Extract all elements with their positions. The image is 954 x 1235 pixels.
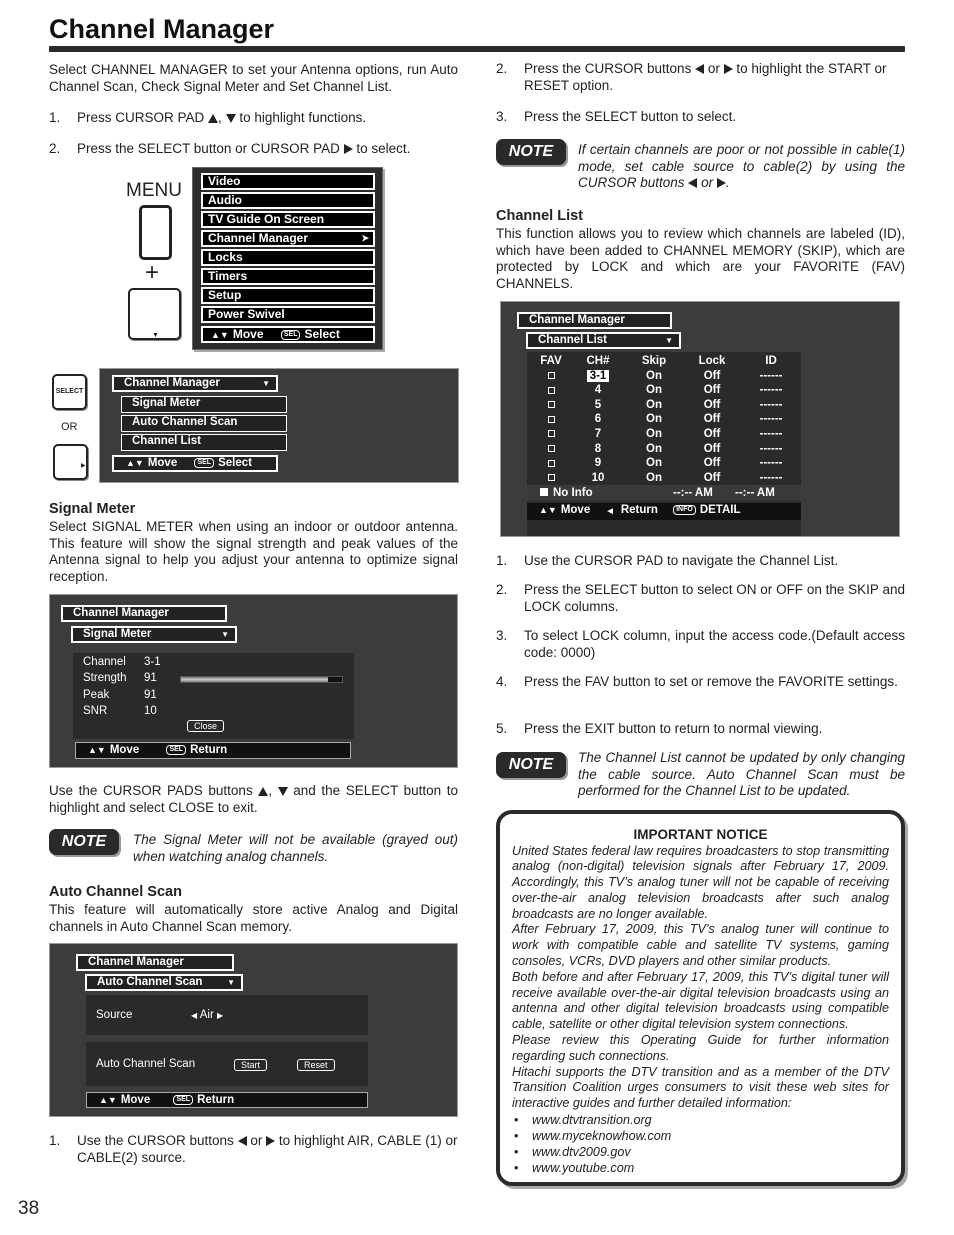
cursor-pad-icon xyxy=(128,288,181,340)
as-scan-panel xyxy=(86,1042,368,1086)
up-down-arrow-icon: ▲▼ xyxy=(539,505,557,515)
dropdown-arrow-icon: ▼ xyxy=(221,630,229,639)
notice-link[interactable]: • www.dtv2009.gov xyxy=(514,1144,901,1160)
table-row[interactable] xyxy=(529,442,803,457)
signal-row-value: 3-1 xyxy=(144,656,161,668)
checkbox-icon xyxy=(548,401,555,408)
id-cell: ------ xyxy=(759,369,783,382)
channel-number-text: 4 xyxy=(594,384,602,397)
menu-item-audio[interactable]: Audio xyxy=(201,192,375,209)
time-end: --:-- AM xyxy=(735,487,775,499)
up-down-arrow-icon: ▲▼ xyxy=(99,1095,117,1105)
lock-cell[interactable]: Off xyxy=(703,457,721,470)
fav-checkbox[interactable] xyxy=(529,471,573,486)
step-number: 5. xyxy=(496,721,508,736)
reset-button[interactable]: Reset xyxy=(297,1059,335,1071)
start-button[interactable]: Start xyxy=(234,1059,267,1071)
channel-number xyxy=(573,471,623,486)
left-arrow-icon: ◀ xyxy=(607,508,613,515)
channel-list-step-3 xyxy=(496,628,905,661)
sm-osd-sub: Signal Meter ▼ xyxy=(71,626,237,643)
channel-number xyxy=(573,412,623,427)
id-cell: ------ xyxy=(759,442,783,455)
id-cell: ------ xyxy=(759,457,783,470)
up-arrow-icon xyxy=(258,787,268,796)
step-text: Use the CURSOR PAD to navigate the Channel List. xyxy=(524,553,839,568)
down-arrow-icon: ▼ xyxy=(152,332,159,339)
fav-checkbox[interactable] xyxy=(529,442,573,457)
auto-scan-step-2 xyxy=(496,61,905,94)
channel-list-note-badge: NOTE xyxy=(496,752,566,778)
lock-cell[interactable]: Off xyxy=(703,413,721,426)
channel-list-heading: Channel List xyxy=(496,208,584,224)
sel-icon: SEL xyxy=(281,330,301,340)
notice-paragraph: Hitachi supports the DTV transition and as a member of the DTV Transition Coalition urges consumers to visit these web sites for interactive guides and further detailed information: xyxy=(512,1064,889,1111)
down-arrow-icon xyxy=(226,114,236,123)
cursor-right-button-icon xyxy=(53,444,88,480)
menu-item-power-swivel[interactable]: Power Swivel xyxy=(201,306,375,323)
fav-checkbox[interactable] xyxy=(529,369,573,384)
channel-number-text: 3-1 xyxy=(587,370,610,382)
source-label: Source xyxy=(96,1009,133,1021)
dropdown-arrow-icon: ▼ xyxy=(262,379,270,388)
skip-cell[interactable]: On xyxy=(646,457,662,470)
intro-step-1 xyxy=(49,110,458,127)
channel-number xyxy=(573,427,623,442)
notice-link[interactable]: • www.myceknowhow.com xyxy=(514,1128,901,1144)
id-cell: ------ xyxy=(759,398,783,411)
signal-row-label: SNR xyxy=(83,704,108,717)
lock-cell[interactable]: Off xyxy=(703,427,721,440)
auto-scan-step-3 xyxy=(496,109,905,126)
menu-item-timers[interactable]: Timers xyxy=(201,268,375,285)
fav-checkbox[interactable] xyxy=(529,456,573,471)
step-text: Press the FAV button to set or remove the FAVORITE settings. xyxy=(524,674,898,689)
table-row[interactable] xyxy=(529,471,803,486)
sm-osd-header: Channel Manager xyxy=(61,605,227,622)
right-arrow-icon: ▶ xyxy=(81,463,86,469)
skip-cell[interactable]: On xyxy=(646,384,662,397)
step-number: 2. xyxy=(496,61,508,76)
channel-number xyxy=(573,383,623,398)
signal-row-label: Channel xyxy=(83,656,126,668)
signal-meter-heading: Signal Meter xyxy=(49,501,136,517)
table-row[interactable] xyxy=(529,369,803,384)
page-title: Channel Manager xyxy=(49,14,275,44)
title-rule xyxy=(49,46,905,52)
channel-number-text: 6 xyxy=(594,413,602,426)
skip-cell[interactable]: On xyxy=(646,442,662,455)
column-header: Skip xyxy=(641,355,667,367)
menu-item-channel-manager[interactable]: Channel Manager ➤ xyxy=(201,230,375,247)
fav-checkbox[interactable] xyxy=(529,383,573,398)
step-number: 3. xyxy=(496,109,508,124)
lock-cell[interactable]: Off xyxy=(703,471,721,484)
notice-paragraph: Please review this Operating Guide for further information regarding such connections. xyxy=(512,1033,889,1063)
channel-number xyxy=(573,369,623,384)
channel-list-step-1 xyxy=(496,553,905,570)
table-row[interactable] xyxy=(529,456,803,471)
table-header xyxy=(529,354,803,369)
dropdown-arrow-icon: ▼ xyxy=(665,336,673,345)
id-cell: ------ xyxy=(759,471,783,484)
time-start: --:-- AM xyxy=(673,487,713,499)
channel-number xyxy=(573,398,623,413)
signal-row-value: 91 xyxy=(144,672,157,685)
step-text: Use the CURSOR buttons or to highlight AIR, CABLE (1) or CABLE(2) source. xyxy=(77,1133,458,1165)
notice-body xyxy=(500,844,901,1113)
sel-icon: SEL xyxy=(194,458,214,468)
id-cell: ------ xyxy=(759,413,783,426)
checkbox-icon xyxy=(548,445,555,452)
auto-scan-osd xyxy=(49,943,458,1117)
auto-scan-step-1 xyxy=(49,1133,458,1166)
column-header: FAV xyxy=(540,355,562,367)
skip-cell[interactable]: On xyxy=(646,369,662,382)
skip-cell[interactable]: On xyxy=(646,398,662,411)
channel-list-osd xyxy=(500,301,900,537)
column-header: ID xyxy=(765,355,777,367)
channel-number-text: 7 xyxy=(594,427,602,440)
channel-list-step-5 xyxy=(496,721,905,738)
checkbox-icon xyxy=(548,430,555,437)
column-header: Lock xyxy=(698,355,726,367)
auto-scan-label: Auto Channel Scan xyxy=(96,1058,196,1070)
table-row[interactable] xyxy=(529,398,803,413)
lock-cell[interactable]: Off xyxy=(703,398,721,411)
close-button[interactable]: Close xyxy=(187,720,224,732)
right-arrow-icon: ▶ xyxy=(216,1011,224,1020)
cl-osd-header: Channel Manager xyxy=(517,312,672,329)
channel-number-text: 5 xyxy=(594,398,602,411)
source-selector[interactable]: ◀ Air ▶ xyxy=(191,1009,224,1021)
cm-item-channel-list[interactable]: Channel List xyxy=(121,434,287,451)
plus-icon: + xyxy=(145,259,160,286)
channel-list-step-2 xyxy=(496,582,905,615)
step-text: Press CURSOR PAD , to highlight functions. xyxy=(77,110,367,125)
menu-item-locks[interactable]: Locks xyxy=(201,249,375,266)
checkbox-icon xyxy=(548,387,555,394)
fav-checkbox[interactable] xyxy=(529,398,573,413)
auto-scan-text: This feature will automatically store active Analog and Digital channels in Auto Channel Scan memory. xyxy=(49,902,458,934)
notice-paragraph: United States federal law requires broadcasters to stop transmitting analog (non-digital) television signals after February 17, 2009. Accordingly, this TV’s analog tuner will not be capable of receiving over-the-air analog television broadcasts after such analog broadcasts are no longer available. xyxy=(512,843,889,921)
notice-paragraph: After February 17, 2009, this TV’s analog tuner will continue to work with compatible cable and satellite TV systems, gaming consoles, VCRs, DVD players and other similar products. xyxy=(512,922,889,969)
sel-icon: SEL xyxy=(166,745,186,755)
checkbox-icon xyxy=(548,416,555,423)
notice-links xyxy=(514,1112,901,1176)
right-arrow-icon xyxy=(724,64,733,74)
menu-item-tv-guide-on-screen[interactable]: TV Guide On Screen xyxy=(201,211,375,228)
id-cell: ------ xyxy=(759,427,783,440)
no-info-label: No Info xyxy=(540,485,593,501)
as-osd-sub: Auto Channel Scan ▼ xyxy=(85,974,243,991)
sm-osd-footer: ▲▼ Move SEL Return xyxy=(75,742,351,759)
up-down-arrow-icon: ▲▼ xyxy=(211,330,229,340)
right-arrow-icon xyxy=(266,1136,275,1146)
down-arrow-icon xyxy=(278,787,288,796)
step-number: 1. xyxy=(49,1133,61,1148)
up-down-arrow-icon: ▲▼ xyxy=(88,745,106,755)
fav-checkbox[interactable] xyxy=(529,412,573,427)
menu-button-label: MENU xyxy=(126,180,182,201)
checkbox-icon xyxy=(548,372,555,379)
id-cell: ------ xyxy=(759,384,783,397)
auto-scan-note-badge: NOTE xyxy=(496,139,566,165)
chevron-right-icon: ➤ xyxy=(361,233,369,243)
step-number: 1. xyxy=(49,110,61,125)
channel-list-note: The Channel List cannot be updated by only changing the cable source. Auto Channel Scan must be performed for the Channel List to be updated. xyxy=(578,750,905,798)
signal-row-value: 91 xyxy=(144,688,157,701)
right-arrow-icon xyxy=(344,144,353,154)
strength-bar-fill xyxy=(181,677,328,682)
signal-meter-osd xyxy=(49,594,458,768)
sm-panel xyxy=(73,653,354,739)
signal-row xyxy=(83,654,203,670)
notice-link[interactable]: • www.dtvtransition.org xyxy=(514,1112,901,1128)
signal-meter-after-text: Use the CURSOR PADS buttons , and the SELECT button to highlight and select CLOSE to exit. xyxy=(49,783,458,815)
step-text: Press the SELECT button to select ON or OFF on the SKIP and LOCK columns. xyxy=(524,582,905,614)
info-icon: INFO xyxy=(673,505,696,515)
up-down-arrow-icon: ▲▼ xyxy=(126,458,144,468)
step-text: To select LOCK column, input the access code.(Default access code: 0000) xyxy=(524,628,905,660)
channel-number xyxy=(573,442,623,457)
as-osd-header: Channel Manager xyxy=(76,954,234,971)
signal-meter-text: Select SIGNAL METER when using an indoor or outdoor antenna. This feature will show the signal strength and peak values of the Antenna signal to help you adjust your antenna to optimize signal reception. xyxy=(49,519,458,584)
left-arrow-icon xyxy=(695,64,704,74)
step-text: Press the SELECT button to select. xyxy=(524,109,737,124)
cm-item-auto-channel-scan[interactable]: Auto Channel Scan xyxy=(121,415,287,432)
column-header: CH# xyxy=(586,355,610,367)
lock-cell[interactable]: Off xyxy=(703,369,721,382)
checkbox-icon xyxy=(548,460,555,467)
signal-row-label: Strength xyxy=(83,672,127,685)
table-row[interactable] xyxy=(529,427,803,442)
auto-scan-note: If certain channels are poor or not possible in cable(1) mode, set cable source to cable(2) by using the CURSOR buttons or . xyxy=(578,142,905,190)
square-icon xyxy=(540,488,548,496)
left-arrow-icon xyxy=(688,178,697,188)
notice-paragraph: Both before and after February 17, 2009, this TV’s digital tuner will receive available over-the-air digital television broadcasts using an antenna and other digital television broadcasts using compatible cable, satellite or other digital television system connections. xyxy=(512,969,889,1032)
cl-info-row xyxy=(527,485,801,501)
menu-item-setup[interactable]: Setup xyxy=(201,287,375,304)
menu-button-icon xyxy=(139,205,172,260)
or-label: OR xyxy=(61,421,78,433)
cm-osd-header: Channel Manager ▼ xyxy=(112,375,278,392)
left-arrow-icon xyxy=(238,1136,247,1146)
important-notice-box xyxy=(496,810,905,1186)
table-row[interactable] xyxy=(529,412,803,427)
right-arrow-icon xyxy=(717,178,726,188)
channel-number-text: 9 xyxy=(594,457,602,470)
skip-cell[interactable]: On xyxy=(646,413,662,426)
signal-row xyxy=(83,703,203,719)
lock-cell[interactable]: Off xyxy=(703,384,721,397)
signal-row xyxy=(83,687,203,703)
skip-cell[interactable]: On xyxy=(646,427,662,440)
step-number: 1. xyxy=(496,553,508,568)
up-arrow-icon xyxy=(208,114,218,123)
intro-step-2 xyxy=(49,141,458,158)
dropdown-arrow-icon: ▼ xyxy=(227,978,235,987)
signal-meter-note: The Signal Meter will not be available (grayed out) when watching analog channels. xyxy=(133,832,458,864)
checkbox-icon xyxy=(548,474,555,481)
intro-text: Select CHANNEL MANAGER to set your Antenna options, run Auto Channel Scan, Check Signal Meter and Set Channel List. xyxy=(49,62,458,94)
signal-meter-note-badge: NOTE xyxy=(49,829,119,855)
select-button-icon: SELECT xyxy=(52,374,87,410)
lock-cell[interactable]: Off xyxy=(703,442,721,455)
cl-osd-footer: ▲▼ Move ◀ Return INFO DETAIL xyxy=(527,503,801,520)
auto-scan-heading: Auto Channel Scan xyxy=(49,884,182,900)
step-number: 3. xyxy=(496,628,508,643)
step-text: Press the CURSOR buttons or to highlight the START or RESET option. xyxy=(524,61,887,93)
skip-cell[interactable]: On xyxy=(646,471,662,484)
menu-item-video[interactable]: Video xyxy=(201,173,375,190)
fav-checkbox[interactable] xyxy=(529,427,573,442)
channel-list-text: This function allows you to review which channels are labeled (ID), which have been added to CHANNEL MEMORY (SKIP), which are protected by LOCK and which are your FAVORITE (FAV) CHANNELS. xyxy=(496,226,905,291)
notice-title: IMPORTANT NOTICE xyxy=(633,827,768,842)
step-text: Press the SELECT button or CURSOR PAD to select. xyxy=(77,141,411,156)
table-row[interactable] xyxy=(529,383,803,398)
channel-list-step-4 xyxy=(496,674,905,691)
cm-osd-footer: ▲▼ Move SEL Select xyxy=(112,455,278,472)
signal-row-value: 10 xyxy=(144,704,157,717)
main-menu-osd xyxy=(192,167,383,350)
signal-row-label: Peak xyxy=(83,688,110,701)
channel-number-text: 10 xyxy=(591,471,605,484)
channel-number-text: 8 xyxy=(594,442,602,455)
cm-item-signal-meter[interactable]: Signal Meter xyxy=(121,396,287,413)
step-number: 2. xyxy=(49,141,61,156)
sel-icon: SEL xyxy=(173,1095,193,1105)
step-number: 4. xyxy=(496,674,508,689)
main-menu-footer: ▲▼ Move SEL Select xyxy=(201,326,375,343)
channel-manager-osd xyxy=(99,368,459,483)
channel-list-table xyxy=(529,354,803,485)
left-arrow-icon: ◀ xyxy=(191,1011,198,1020)
step-number: 2. xyxy=(496,582,508,597)
strength-bar xyxy=(180,676,343,683)
as-osd-footer: ▲▼ Move SEL Return xyxy=(86,1092,368,1108)
notice-link[interactable]: • www.youtube.com xyxy=(514,1160,901,1176)
cl-osd-sub: Channel List ▼ xyxy=(526,332,681,349)
page-number: 38 xyxy=(18,1198,40,1219)
step-text: Press the EXIT button to return to normal viewing. xyxy=(524,721,823,736)
as-source-panel xyxy=(86,995,368,1035)
channel-number xyxy=(573,456,623,471)
